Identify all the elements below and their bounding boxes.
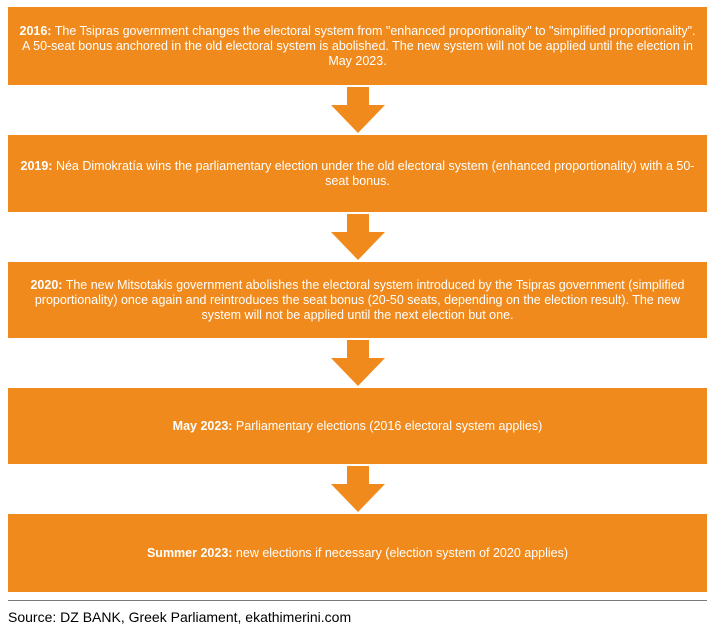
source-note: Source: DZ BANK, Greek Parliament, ekathimerini.com	[8, 609, 352, 625]
step-2020	[8, 262, 707, 338]
step-summer-2023	[8, 514, 707, 592]
step-description: new elections if necessary (election system of 2020 applies)	[232, 545, 569, 560]
step-description: The new Mitsotakis government abolishes the electoral system introduced by the Tsipras government (simplified proportionality) once again and reintroduces the seat bonus (20-50 seats, depending on the election result). The new system will not be applied until the next election but one.	[34, 277, 685, 322]
step-description: Parliamentary elections (2016 electoral system applies)	[232, 418, 543, 433]
step-label: 2020:	[30, 277, 63, 292]
step-label: 2016:	[19, 23, 52, 38]
step-description: Néa Dimokratía wins the parliamentary election under the old electoral system (enhanced proportionality) with a 50-seat bonus.	[52, 158, 695, 188]
step-text	[18, 278, 697, 323]
step-2016	[8, 7, 707, 85]
step-text	[147, 546, 568, 561]
down-arrow-icon	[331, 340, 385, 386]
down-arrow-icon	[331, 466, 385, 512]
step-2019	[8, 135, 707, 212]
down-arrow-icon	[331, 214, 385, 260]
step-label: May 2023:	[172, 418, 233, 433]
step-label: Summer 2023:	[146, 545, 233, 560]
step-text	[18, 159, 697, 189]
step-description: The Tsipras government changes the electoral system from "enhanced proportionality" to "simplified proportionality". A 50-seat bonus anchored in the old electoral system is abolished. The new system will not be applied until the election in May 2023.	[22, 23, 696, 68]
step-label: 2019:	[20, 158, 53, 173]
down-arrow-icon	[331, 87, 385, 133]
step-text	[18, 24, 697, 69]
step-may-2023	[8, 388, 707, 464]
step-text	[173, 419, 543, 434]
source-divider	[8, 600, 707, 601]
